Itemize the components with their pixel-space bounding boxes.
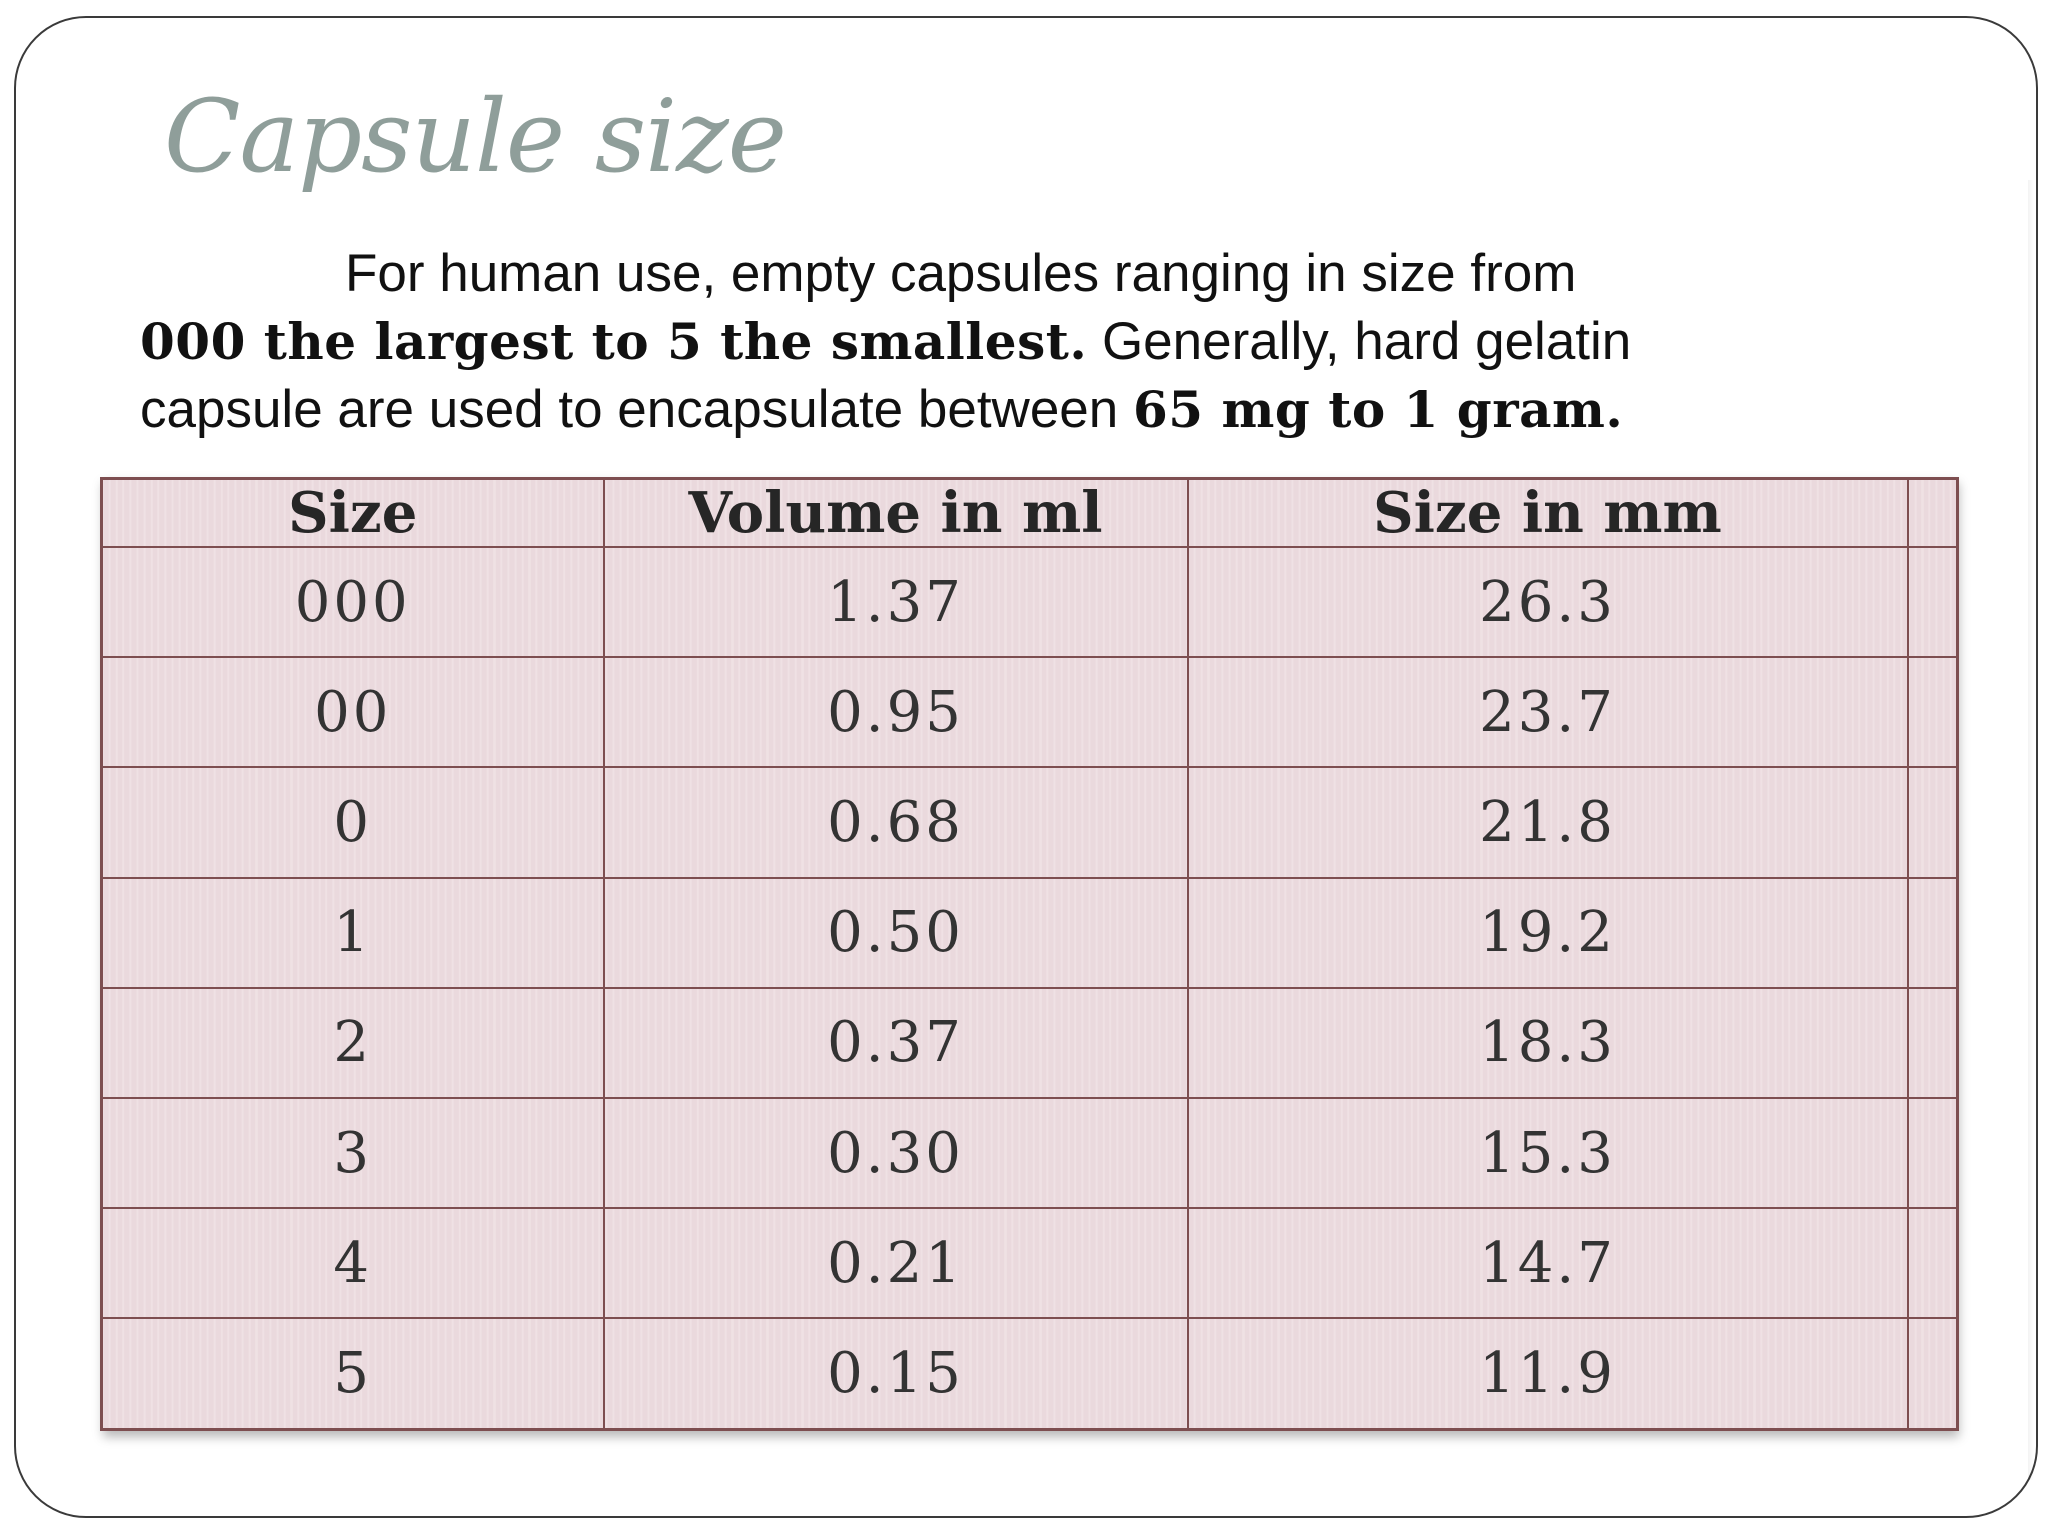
cell-empty <box>1908 657 1958 767</box>
cell-size-mm: 14.7 <box>1188 1208 1908 1318</box>
table-row <box>102 988 1958 1098</box>
capsule-size-table <box>100 477 1959 1431</box>
cell-empty <box>1908 1318 1958 1429</box>
intro-paragraph <box>140 240 1720 444</box>
cell-size-mm: 11.9 <box>1188 1318 1908 1429</box>
cell-size: 0 <box>102 767 604 877</box>
size-range-emphasis: 000 the largest to 5 the smallest. <box>140 312 1088 371</box>
cell-size-mm: 21.8 <box>1188 767 1908 877</box>
intro-line-2 <box>140 308 1720 376</box>
table-row <box>102 1208 1958 1318</box>
cell-volume-ml: 0.37 <box>604 988 1188 1098</box>
cell-size-mm: 23.7 <box>1188 657 1908 767</box>
cell-size: 000 <box>102 547 604 657</box>
slide-title: Capsule size <box>164 78 786 195</box>
cell-empty <box>1908 988 1958 1098</box>
cell-volume-ml: 1.37 <box>604 547 1188 657</box>
cell-empty <box>1908 1208 1958 1318</box>
table-body <box>102 547 1958 1430</box>
cell-empty <box>1908 767 1958 877</box>
cell-volume-ml: 0.50 <box>604 878 1188 988</box>
intro-line-3-text: capsule are used to encapsulate between <box>140 380 1133 439</box>
weight-range-emphasis: 65 mg to 1 gram. <box>1132 380 1624 439</box>
table-row <box>102 657 1958 767</box>
table-row <box>102 767 1958 877</box>
intro-line-2-text: Generally, hard gelatin <box>1087 312 1632 371</box>
cell-size-mm: 15.3 <box>1188 1098 1908 1208</box>
header-size: Size <box>102 479 604 548</box>
table-row <box>102 1318 1958 1429</box>
header-size-mm: Size in mm <box>1188 479 1908 548</box>
frame-shadow <box>2028 180 2034 1480</box>
header-empty <box>1908 479 1958 548</box>
table-row <box>102 547 1958 657</box>
cell-empty <box>1908 547 1958 657</box>
cell-empty <box>1908 878 1958 988</box>
table-row <box>102 1098 1958 1208</box>
table-row <box>102 878 1958 988</box>
cell-size-mm: 18.3 <box>1188 988 1908 1098</box>
header-volume-ml: Volume in ml <box>604 479 1188 548</box>
table-header-row <box>102 479 1958 548</box>
cell-volume-ml: 0.21 <box>604 1208 1188 1318</box>
cell-volume-ml: 0.15 <box>604 1318 1188 1429</box>
cell-size: 4 <box>102 1208 604 1318</box>
cell-size: 1 <box>102 878 604 988</box>
cell-size-mm: 19.2 <box>1188 878 1908 988</box>
cell-size: 3 <box>102 1098 604 1208</box>
cell-size: 00 <box>102 657 604 767</box>
intro-line-3 <box>140 376 1720 444</box>
cell-size: 5 <box>102 1318 604 1429</box>
intro-line-1: For human use, empty capsules ranging in size from <box>345 244 1577 303</box>
cell-volume-ml: 0.30 <box>604 1098 1188 1208</box>
capsule-size-table-container <box>100 477 1956 1431</box>
cell-volume-ml: 0.95 <box>604 657 1188 767</box>
cell-size: 2 <box>102 988 604 1098</box>
cell-volume-ml: 0.68 <box>604 767 1188 877</box>
cell-size-mm: 26.3 <box>1188 547 1908 657</box>
cell-empty <box>1908 1098 1958 1208</box>
